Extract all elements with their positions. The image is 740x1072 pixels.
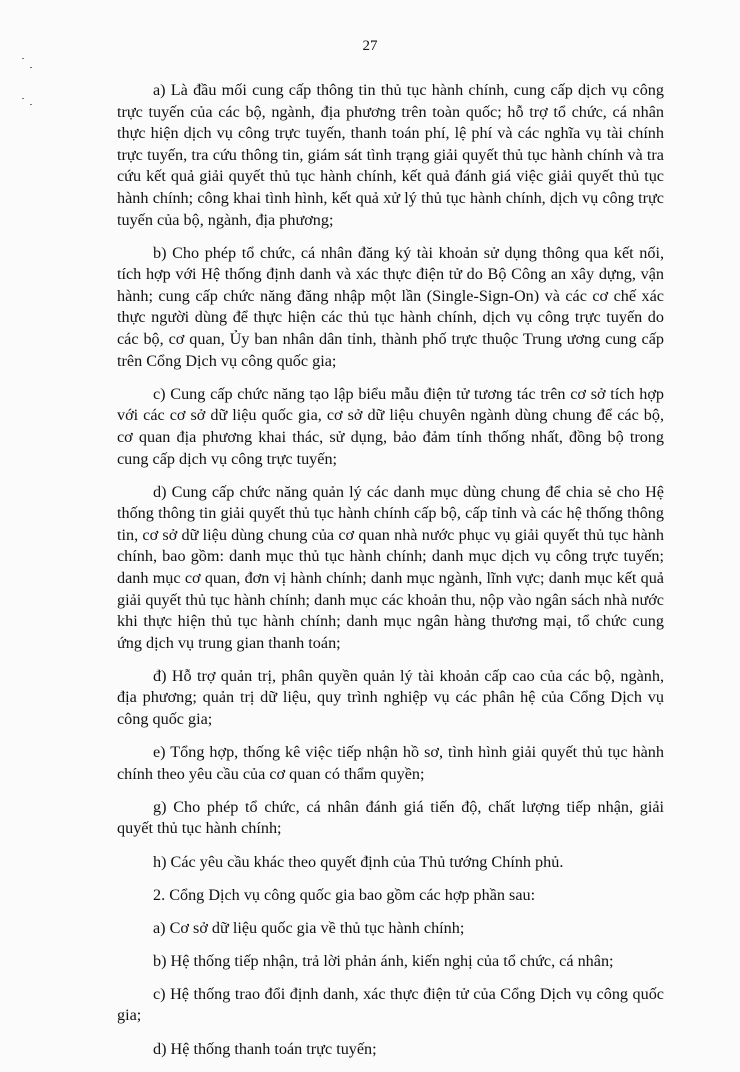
scan-speck [30,67,32,68]
paragraph-g: g) Cho phép tổ chức, cá nhân đánh giá tiến độ, chất lượng tiếp nhận, giải quyết thủ tục hành chính; [117,797,664,838]
component-b: b) Hệ thống tiếp nhận, trả lời phản ánh, kiến nghị của tổ chức, cá nhân; [153,951,614,970]
page-number: 27 [362,38,378,54]
section-2-heading: 2. Cổng Dịch vụ công quốc gia bao gồm các hợp phần sau: [153,885,536,904]
component-a: a) Cơ sở dữ liệu quốc gia về thủ tục hành chính; [153,918,465,937]
paragraph-a: a) Là đầu mối cung cấp thông tin thủ tục hành chính, cung cấp dịch vụ công trực tuyến của các bộ, ngành, địa phương trên toàn quốc; hỗ trợ tổ chức, cá nhân thực hiện dịch vụ công trực tuyến, thanh toán phí, lệ phí và các nghĩa vụ tài chính trực tuyến, tra cứu thông tin, giám sát tình trạng giải quyết thủ tục hành chính và tra cứu kết quả giải quyết thủ tục hành chính, kết quả đánh giá việc giải quyết thủ tục hành chính; công khai tình hình, kết quả xử lý thủ tục hành chính, dịch vụ công trực tuyến của bộ, ngành, địa phương; [117,81,664,229]
paragraph-h: h) Các yêu cầu khác theo quyết định của Thủ tướng Chính phủ. [153,852,564,871]
component-d: d) Hệ thống thanh toán trực tuyến; [153,1039,377,1058]
paragraph-d: d) Cung cấp chức năng quản lý các danh mục dùng chung để chia sẻ cho Hệ thống thông tin giải quyết thủ tục hành chính cấp bộ, cấp tỉnh và các hệ thống thông tin, cơ sở dữ liệu dùng chung của cơ quan nhà nước phục vụ giải quyết thủ tục hành chính, bao gồm: danh mục thủ tục hành chính; danh mục dịch vụ công trực tuyến; danh mục cơ quan, đơn vị hành chính; danh mục ngành, lĩnh vực; danh mục kết quả giải quyết thủ tục hành chính; danh mục các khoản thu, nộp vào ngân sách nhà nước khi thực hiện thủ tục hành chính; danh mục ngân hàng thương mại, tổ chức cung ứng dịch vụ trung gian thanh toán; [117,482,664,652]
document-body [117,80,664,1072]
paragraph-e: e) Tổng hợp, thống kê việc tiếp nhận hồ sơ, tình hình giải quyết thủ tục hành chính theo yêu cầu của cơ quan có thẩm quyền; [117,743,664,783]
paragraph-dd: đ) Hỗ trợ quản trị, phân quyền quản lý tài khoản cấp cao của các bộ, ngành, địa phương; quản trị dữ liệu, quy trình nghiệp vụ các phân hệ của Cổng Dịch vụ công quốc gia; [117,666,664,729]
paragraph-b: b) Cho phép tổ chức, cá nhân đăng ký tài khoản sử dụng thông qua kết nối, tích hợp với Hệ thống định danh và xác thực điện tử do Bộ Công an xây dựng, vận hành; cung cấp chức năng đăng nhập một lần (Single-Sign-On) và các cơ chế xác thực người dùng để thực hiện các thủ tục hành chính, dịch vụ công trực tuyến do các bộ, cơ quan, Ủy ban nhân dân tỉnh, thành phố trực thuộc Trung ương cung cấp trên Cổng Dịch vụ công quốc gia; [117,243,664,370]
scan-speck [22,58,24,59]
scan-speck [30,104,32,105]
component-c: c) Hệ thống trao đổi định danh, xác thực điện tử của Cổng Dịch vụ công quốc gia; [117,984,664,1025]
scan-speck [22,98,24,99]
paragraph-c: c) Cung cấp chức năng tạo lập biểu mẫu điện tử tương tác trên cơ sở tích hợp với các cơ sở dữ liệu quốc gia, cơ sở dữ liệu chuyên ngành dùng chung để các bộ, cơ quan địa phương khai thác, sử dụng, bảo đảm tính thống nhất, đồng bộ trong cung cấp dịch vụ công trực tuyến; [117,384,664,468]
